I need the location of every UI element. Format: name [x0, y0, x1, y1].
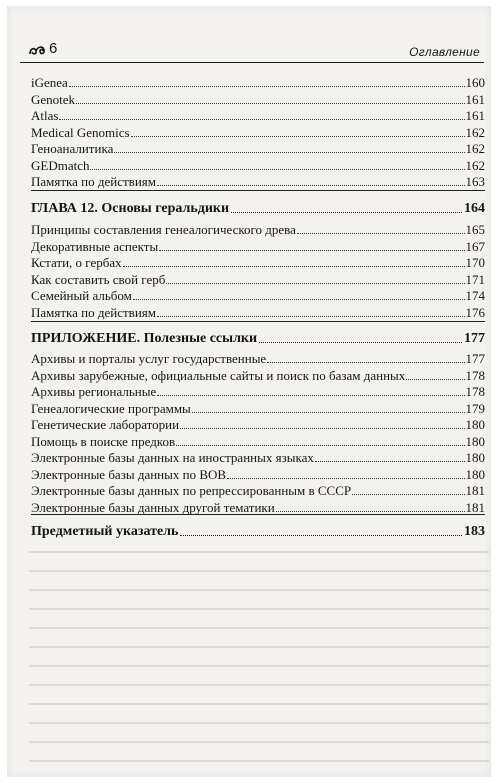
dot-leader: [159, 250, 464, 251]
toc-entry-title: Принципы составления генеалогического древа: [31, 222, 296, 237]
dot-leader: [76, 103, 464, 104]
toc-entry-page: 171: [465, 271, 485, 287]
section-divider: [31, 321, 485, 322]
toc-entry[interactable]: [31, 92, 485, 107]
dot-leader: [157, 185, 465, 186]
dot-leader: [180, 535, 462, 536]
toc-entry-page: 179: [465, 400, 485, 416]
toc-entry-page: 163: [465, 174, 485, 189]
toc-entry[interactable]: [31, 351, 485, 366]
toc-entry-title: Genotek: [31, 91, 76, 107]
page-header: [20, 38, 484, 63]
toc-entry-title: Как составить свой герб: [31, 271, 166, 287]
toc-entry[interactable]: [31, 288, 485, 303]
toc-entry-page: 165: [465, 222, 485, 237]
toc-section-2: [31, 351, 485, 516]
dot-leader: [267, 362, 464, 363]
toc-entry-title: Памятка по действиям: [31, 304, 156, 320]
toc-entry-title: Электронные базы данных по репрессированным в СССР: [31, 483, 352, 498]
toc-entry-page: 180: [465, 450, 485, 465]
toc-entry-page: 162: [465, 124, 485, 140]
toc-entry-title: Генеалогические программы: [31, 400, 191, 416]
toc-chapter-heading[interactable]: [31, 201, 485, 217]
toc-entry-page: 170: [465, 255, 485, 270]
dot-leader: [231, 212, 462, 213]
dot-leader: [90, 169, 464, 170]
toc-entry[interactable]: [31, 467, 485, 482]
dot-leader: [133, 299, 465, 300]
running-head: Оглавление: [409, 45, 480, 59]
toc-entry[interactable]: [31, 417, 485, 432]
dot-leader: [352, 494, 464, 495]
dot-leader: [315, 461, 465, 462]
toc-entry-page: 174: [465, 288, 485, 303]
dot-leader: [276, 511, 465, 512]
toc-entry[interactable]: [31, 125, 485, 140]
dot-leader: [297, 233, 465, 234]
chapter-title: ГЛАВА 12. Основы геральдики: [31, 201, 230, 216]
toc-entry[interactable]: [31, 158, 485, 173]
toc-section-0: [31, 75, 485, 191]
dot-leader: [166, 283, 464, 284]
toc-entry[interactable]: [31, 239, 485, 254]
toc-entry-title: Электронные базы данных другой тематики: [31, 499, 275, 515]
toc-entry-title: Декоративные аспекты: [31, 238, 159, 254]
dot-leader: [176, 445, 464, 446]
toc-entry-page: 176: [465, 304, 485, 320]
toc-entry[interactable]: [31, 75, 485, 90]
toc-entry-title: Геноаналитика: [31, 141, 114, 156]
toc-entry[interactable]: [31, 450, 485, 465]
chapter-title: ПРИЛОЖЕНИЕ. Полезные ссылки: [31, 331, 258, 346]
toc-entry-page: 161: [465, 108, 485, 123]
toc-entry[interactable]: [31, 500, 485, 515]
chapter-page: 183: [464, 524, 485, 539]
toc-entry[interactable]: [31, 434, 485, 449]
toc-entry[interactable]: [31, 108, 485, 123]
dot-leader: [69, 86, 465, 87]
toc-entry[interactable]: [31, 368, 485, 383]
dot-leader: [114, 152, 464, 153]
toc-entry-page: 161: [465, 91, 485, 107]
toc-entry[interactable]: [31, 222, 485, 237]
toc-entry-page: 178: [465, 367, 485, 383]
toc-entry-title: Архивы региональные: [31, 384, 157, 399]
page-number: 6: [49, 40, 58, 57]
show-through-text: [29, 551, 489, 776]
toc-entry-title: Кстати, о гербах: [31, 255, 122, 270]
dot-leader: [180, 428, 464, 429]
toc-entry[interactable]: [31, 141, 485, 156]
chapter-page: 177: [464, 331, 485, 346]
dot-leader: [157, 316, 465, 317]
toc-entry[interactable]: [31, 255, 485, 270]
toc-entry-page: 177: [465, 351, 485, 366]
toc-entry-title: Генетические лаборатории: [31, 417, 180, 432]
toc-entry[interactable]: [31, 483, 485, 498]
toc-entry-page: 178: [465, 384, 485, 399]
toc-entry-title: GEDmatch: [31, 157, 90, 173]
section-divider: [31, 190, 485, 191]
toc-entry-page: 180: [465, 417, 485, 432]
toc-entry-title: Семейный альбом: [31, 288, 132, 303]
toc-entry[interactable]: [31, 272, 485, 287]
toc-entry-title: Электронные базы данных по ВОВ: [31, 466, 227, 482]
toc-entry[interactable]: [31, 384, 485, 399]
toc-entry[interactable]: [31, 174, 485, 189]
toc-entry-page: 181: [465, 483, 485, 498]
toc-entry-title: Архивы и порталы услуг государственные: [31, 351, 267, 366]
toc-entry-page: 162: [465, 141, 485, 156]
dot-leader: [59, 119, 464, 120]
toc-entry-title: Помощь в поиске предков: [31, 433, 176, 449]
toc-entry-title: Medical Genomics: [31, 124, 130, 140]
toc-entry-page: 180: [465, 433, 485, 449]
toc-entry-title: iGenea: [31, 75, 68, 90]
toc-entry-title: Электронные базы данных на иностранных языках: [31, 450, 314, 465]
toc-section-1: [31, 222, 485, 321]
dot-leader: [259, 342, 462, 343]
dot-leader: [406, 379, 464, 380]
toc-entry-page: 162: [465, 157, 485, 173]
toc-entry-title: Atlas: [31, 108, 59, 123]
toc-chapter-heading[interactable]: [31, 524, 485, 540]
dot-leader: [123, 266, 465, 267]
chapter-title: Предметный указатель: [31, 524, 179, 539]
toc-entry[interactable]: [31, 305, 485, 320]
toc-entry-page: 167: [465, 238, 485, 254]
section-divider: [31, 514, 485, 515]
toc-entry-title: Архивы зарубежные, официальные сайты и поиск по базам данных: [31, 367, 406, 383]
dot-leader: [192, 412, 465, 413]
toc-chapter-heading[interactable]: [31, 331, 485, 347]
toc-entry-page: 180: [465, 466, 485, 482]
toc-entry-title: Памятка по действиям: [31, 174, 156, 189]
dot-leader: [227, 478, 464, 479]
dot-leader: [157, 395, 464, 396]
chapter-page: 164: [464, 201, 485, 216]
dot-leader: [131, 136, 465, 137]
toc-entry[interactable]: [31, 401, 485, 416]
toc-entry-page: 181: [465, 499, 485, 515]
decorative-ornament-icon: [29, 45, 47, 56]
toc-entry-page: 160: [465, 75, 485, 90]
